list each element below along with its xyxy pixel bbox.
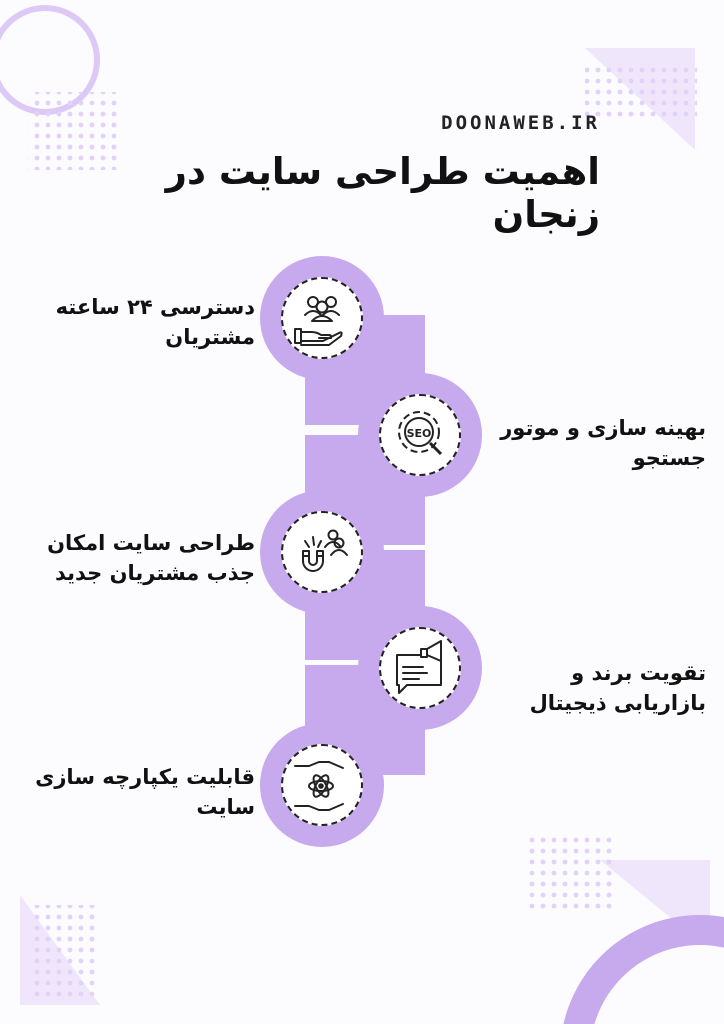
step-2-label: بهینه سازی و موتور جستجو <box>500 416 706 470</box>
step-5-label: قابلیت یکپارچه سازی سایت <box>35 765 255 819</box>
step-2-icon-circle <box>379 394 461 476</box>
svg-text:SEO: SEO <box>406 427 432 440</box>
dot-grid-decoration <box>525 835 617 913</box>
step-4-icon-circle <box>379 627 461 709</box>
dot-grid-decoration <box>585 62 697 122</box>
step-3-icon-circle <box>281 511 363 593</box>
step-4-label: تقویت برند و بازاریابی ذیجیتال <box>529 661 706 715</box>
megaphone-message-icon <box>379 627 461 709</box>
step-3-label: طراحی سایت امکان جذب مشتریان جدید <box>47 531 255 585</box>
brand-name: DOONAWEB.IR <box>441 112 600 134</box>
page-title: اهمیت طراحی سایت در زنجان <box>165 150 600 236</box>
step-1-icon-circle <box>281 277 363 359</box>
step-1-label: دسترسی ۲۴ ساعته مشتریان <box>55 295 255 349</box>
magnet-people-icon <box>281 511 363 593</box>
step-5-icon-circle <box>281 744 363 826</box>
hand-holding-people-icon <box>281 277 363 359</box>
dot-grid-decoration <box>28 905 100 1000</box>
seo-gear-icon <box>379 394 461 476</box>
hands-atom-icon <box>281 744 363 826</box>
